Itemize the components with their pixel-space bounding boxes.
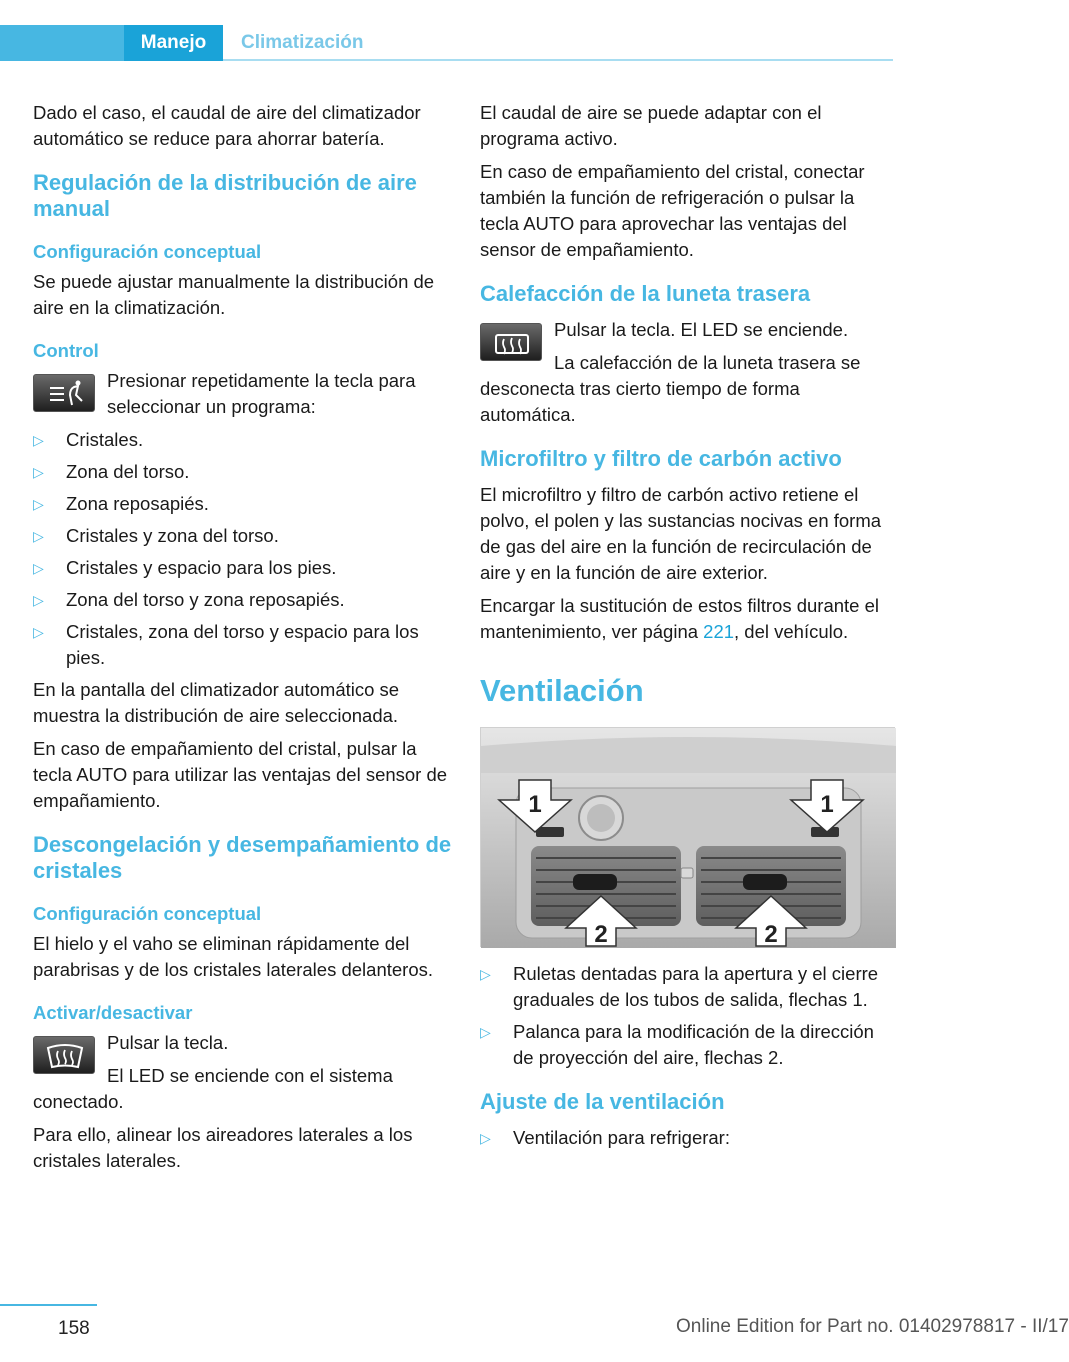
paragraph-led-on: El LED se enciende con el sistema conectado. bbox=[33, 1065, 393, 1112]
triangle-right-icon: ▷ bbox=[480, 966, 491, 982]
paragraph-control: Presionar repetidamente la tecla para seleccionar un programa: bbox=[107, 370, 416, 417]
rear-window-heat-icon bbox=[480, 323, 542, 361]
triangle-right-icon: ▷ bbox=[33, 560, 44, 576]
header-rule bbox=[223, 59, 893, 61]
heading-defrost: Descongelación y desempañamiento de cristales bbox=[33, 832, 452, 883]
list-item: ▷ Zona del torso. bbox=[33, 459, 453, 485]
triangle-right-icon: ▷ bbox=[480, 1024, 491, 1040]
paragraph-airflow: El caudal de aire se puede adaptar con el programa activo. bbox=[480, 102, 822, 149]
vent-panel-photo bbox=[480, 727, 895, 947]
arrow-label-2-left: 2 bbox=[594, 921, 608, 948]
page-reference-link[interactable]: 221 bbox=[703, 621, 735, 642]
left-column bbox=[33, 100, 453, 1181]
program-list bbox=[33, 427, 453, 671]
list-item: ▷ Ventilación para refrigerar: bbox=[480, 1125, 896, 1151]
arrow-label-1-left: 1 bbox=[528, 791, 542, 818]
heading-ventilation: Ventilación bbox=[480, 673, 644, 708]
control-block bbox=[33, 368, 453, 420]
header-section-tab: Manejo bbox=[124, 25, 223, 61]
rear-window-block bbox=[480, 317, 896, 428]
header-chapter-title: Climatización bbox=[241, 32, 364, 53]
arrow-label-1-right: 1 bbox=[820, 791, 834, 818]
paragraph-filter-1: El microfiltro y filtro de carbón activo retiene el polvo, el polen y las sustancias nocivas en forma de gas del aire en la función de recirculación de aire y en la función de aire exterior. bbox=[480, 484, 882, 583]
running-header bbox=[0, 25, 893, 61]
list-item: ▷ Zona del torso y zona reposapiés. bbox=[33, 587, 453, 613]
triangle-right-icon: ▷ bbox=[480, 1130, 491, 1146]
vent-list bbox=[480, 961, 896, 1071]
heading-control: Control bbox=[33, 340, 99, 361]
triangle-right-icon: ▷ bbox=[33, 624, 44, 640]
heading-filter: Microfiltro y filtro de carbón activo bbox=[480, 446, 842, 471]
edition-note: Online Edition for Part no. 01402978817 - II/17 bbox=[676, 1316, 1069, 1337]
heading-adjust-ventilation: Ajuste de la ventilación bbox=[480, 1089, 725, 1114]
list-item: ▷ Palanca para la modificación de la dirección de proyección del aire, flechas 2. bbox=[480, 1021, 874, 1068]
paragraph-rear-press: Pulsar la tecla. El LED se enciende. bbox=[554, 319, 849, 340]
list-item: ▷ Cristales. bbox=[33, 427, 453, 453]
heading-on-off: Activar/desactivar bbox=[33, 1002, 193, 1023]
paragraph-config-1: Se puede ajustar manualmente la distribución de aire en la climatización. bbox=[33, 271, 435, 318]
list-item: ▷ Cristales, zona del torso y espacio para los pies. bbox=[33, 621, 419, 668]
paragraph-config-2: El hielo y el vaho se eliminan rápidamente del parabrisas y de los cristales laterales delanteros. bbox=[33, 933, 433, 980]
paragraph-filter-2: Encargar la sustitución de estos filtros durante el mantenimiento, ver página 221, del vehículo. bbox=[480, 595, 879, 642]
arrow-label-2-right: 2 bbox=[764, 921, 778, 948]
windshield-defrost-icon bbox=[33, 1036, 95, 1074]
header-color-strip bbox=[0, 25, 124, 61]
paragraph-press-key: Pulsar la tecla. bbox=[107, 1032, 229, 1053]
triangle-right-icon: ▷ bbox=[33, 432, 44, 448]
heading-config-2: Configuración conceptual bbox=[33, 903, 262, 924]
air-distribution-icon bbox=[33, 374, 95, 412]
paragraph-display: En la pantalla del climatizador automático se muestra la distribución de aire seleccionada. bbox=[33, 679, 400, 726]
list-item: ▷ Ruletas dentadas para la apertura y el cierre graduales de los tubos de salida, flechas 1. bbox=[480, 963, 879, 1010]
triangle-right-icon: ▷ bbox=[33, 528, 44, 544]
adjust-list bbox=[480, 1125, 896, 1151]
triangle-right-icon: ▷ bbox=[33, 464, 44, 480]
triangle-right-icon: ▷ bbox=[33, 496, 44, 512]
paragraph-rear-timer: La calefacción de la luneta trasera se desconecta tras cierto tiempo de forma automática. bbox=[480, 352, 861, 425]
heading-config-1: Configuración conceptual bbox=[33, 241, 262, 262]
page-number: 158 bbox=[58, 1318, 90, 1339]
defrost-block bbox=[33, 1030, 453, 1115]
list-item: ▷ Zona reposapiés. bbox=[33, 491, 453, 517]
paragraph-battery: Dado el caso, el caudal de aire del climatizador automático se reduce para ahorrar batería. bbox=[33, 102, 421, 149]
heading-rear-window: Calefacción de la luneta trasera bbox=[480, 281, 811, 306]
footer-rule bbox=[0, 1304, 97, 1306]
heading-manual-distribution: Regulación de la distribución de aire manual bbox=[33, 170, 417, 221]
list-item: ▷ Cristales y zona del torso. bbox=[33, 523, 453, 549]
paragraph-fog-cooling: En caso de empañamiento del cristal, conectar también la función de refrigeración o pulsar la tecla AUTO para aprovechar las ventajas del sensor de empañamiento. bbox=[480, 161, 865, 260]
right-column bbox=[480, 100, 896, 1157]
paragraph-align-vents: Para ello, alinear los aireadores laterales a los cristales laterales. bbox=[33, 1124, 413, 1171]
paragraph-fog-auto: En caso de empañamiento del cristal, pulsar la tecla AUTO para utilizar las ventajas del sensor de empañamiento. bbox=[33, 738, 448, 811]
list-item: ▷ Cristales y espacio para los pies. bbox=[33, 555, 453, 581]
triangle-right-icon: ▷ bbox=[33, 592, 44, 608]
